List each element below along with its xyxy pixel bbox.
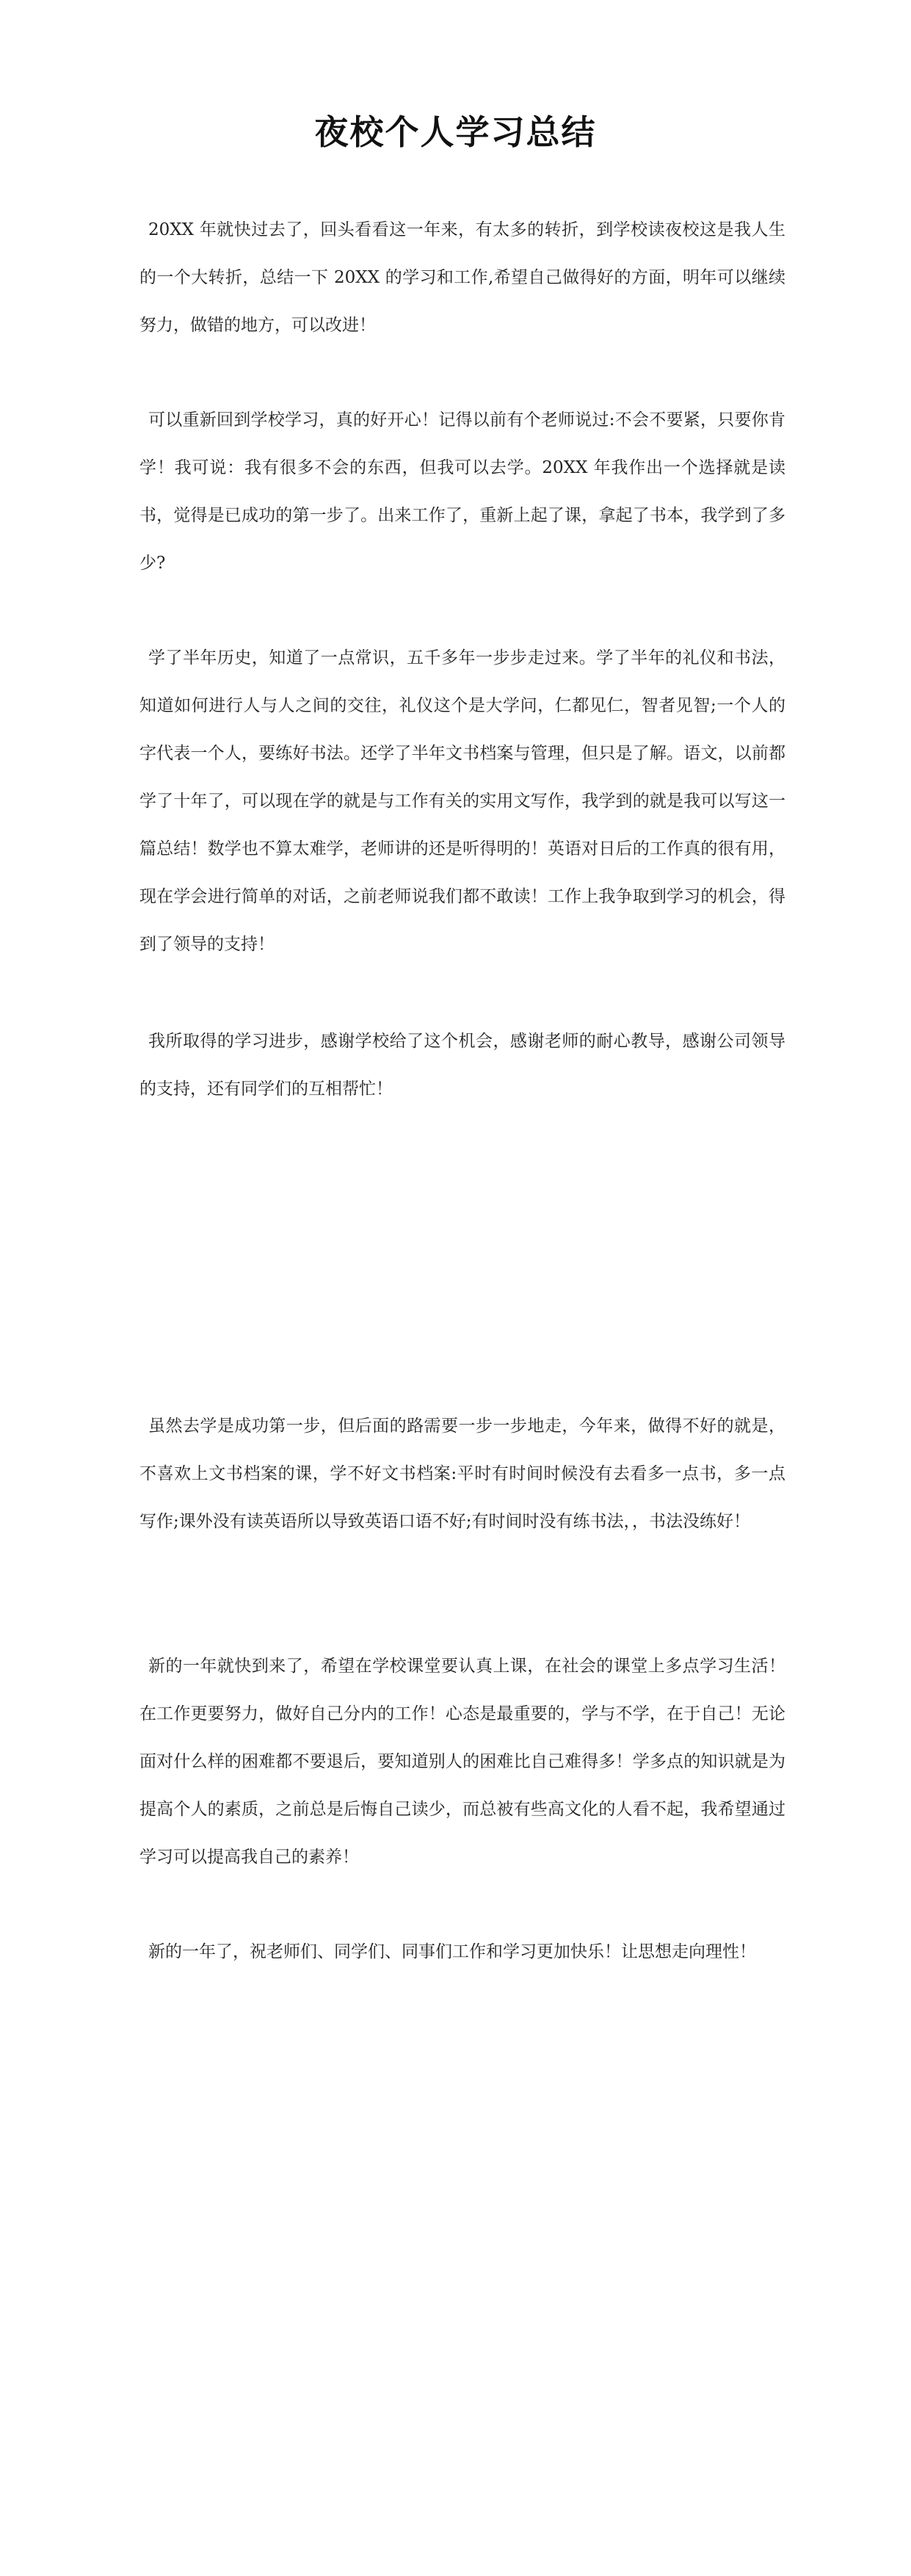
paragraph-4: 我所取得的学习进步，感谢学校给了这个机会，感谢老师的耐心教导，感谢公司领导的支持，还有同学们的互相帮忙！: [139, 1032, 785, 1099]
paragraph-7: 新的一年了，祝老师们、同学们、同事们工作和学习更加快乐！让思想走向理性！: [148, 1942, 756, 1961]
paragraph-2: 可以重新回到学校学习，真的好开心！记得以前有个老师说过:不会不要紧，只要你肯学！我可说：我有很多不会的东西，但我可以去学。20XX 年我作出一个选择就是读书，觉得是已成功的第一步了。出来工作了，重新上起了课，拿起了书本，我学到了多少?: [139, 410, 785, 573]
paragraph-5: 虽然去学是成功第一步，但后面的路需要一步一步地走，今年来，做得不好的就是，不喜欢上文书档案的课，学不好文书档案:平时有时间时候没有去看多一点书，多一点写作;课外没有读英语所以导致英语口语不好;有时间时没有练书法，，书法没练好！: [139, 1417, 785, 1531]
document-title: 夜校个人学习总结: [314, 112, 597, 152]
paragraph-6: 新的一年就快到来了，希望在学校课堂要认真上课，在社会的课堂上多点学习生活！在工作更要努力，做好自己分内的工作！心态是最重要的，学与不学，在于自己！无论面对什么样的困难都不要退后，要知道别人的困难比自己难得多！学多点的知识就是为提高个人的素质，之前总是后悔自己读少，而总被有些高文化的人看不起，我希望通过学习可以提高我自己的素养！: [139, 1657, 785, 1867]
paragraph-3: 学了半年历史，知道了一点常识，五千多年一步步走过来。学了半年的礼仪和书法，知道如何进行人与人之间的交往，礼仪这个是大学问，仁都见仁，智者见智;一个人的字代表一个人，要练好书法。还学了半年文书档案与管理，但只是了解。语文，以前都学了十年了，可以现在学的就是与工作有关的实用文写作，我学到的就是我可以写这一篇总结！数学也不算太难学，老师讲的还是听得明的！英语对日后的工作真的很有用，现在学会进行简单的对话，之前老师说我们都不敢读！工作上我争取到学习的机会，得到了领导的支持！: [139, 648, 785, 954]
paragraph-1: 20XX 年就快过去了，回头看看这一年来，有太多的转折，到学校读夜校这是我人生的一个大转折，总结一下 20XX 的学习和工作,希望自己做得好的方面，明年可以继续努力，做错的地方，可以改进！: [139, 220, 785, 335]
